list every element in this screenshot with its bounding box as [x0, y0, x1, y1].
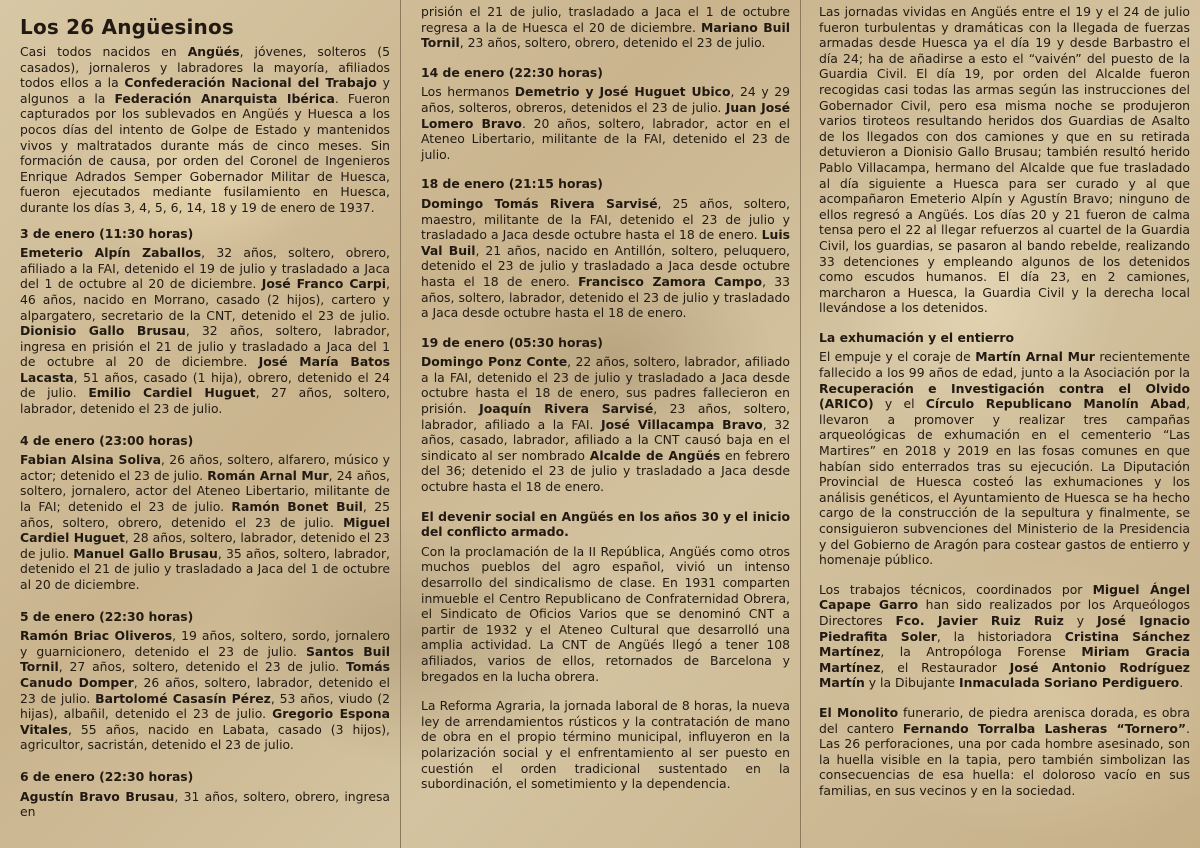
section-heading: 4 de enero (23:00 horas): [20, 432, 194, 448]
bold-name: Manuel Gallo Brusau: [73, 545, 218, 561]
section-body: Los hermanos Demetrio y José Huguet Ubico, 24 y 29 años, solteros, obreros, detenidos el 23 de julio. Juan José Lomero Bravo. 20 años, soltero, labrador, actor en el Ateneo Libertario, militante de la FAI, detenido el 23 de julio.: [421, 84, 790, 162]
bold-name: Bartolomé Casasín Pérez: [95, 690, 271, 706]
execution-list: [421, 65, 790, 684]
bold-name: Fco. Javier Ruiz Ruiz: [895, 612, 1064, 628]
bold-name: José Antonio Rodríguez Martín: [819, 659, 1191, 691]
bold-name: El Monolito: [819, 704, 899, 720]
section-body: Agustín Bravo Brusau, 31 años, soltero, obrero, ingresa en: [20, 788, 390, 820]
bold-name: Román Arnal Mur: [207, 467, 329, 483]
bold-name: Recuperación e Investigación contra el Olvido (ARICO): [819, 380, 1190, 412]
section-body: Ramón Briac Oliveros, 19 años, soltero, sordo, jornalero y guarnicionero, detenido el 23 de julio. Santos Buil Tornil, 27 años, soltero, detenido el 23 de julio. Tomás Canudo Domper, 26 años, soltero, labrador, detenido el 23 de julio. Bartolomé Casasín Pérez, 53 años, viudo (2 hijas), albañil, detenido el 23 de julio. Gregorio Espona Vitales, 55 años, nacido en Labata, casado (3 hijos), agricultor, sacristán, detenido el 23 de julio.: [20, 628, 391, 753]
bold-name: Miguel Cardiel Huguet: [20, 514, 390, 546]
section-heading: 18 de enero (21:15 horas): [421, 176, 603, 192]
bold-name: Santos Buil Tornil: [20, 643, 390, 675]
section-heading: 14 de enero (22:30 horas): [421, 64, 603, 80]
bold-name: Alcalde de Angüés: [589, 447, 721, 463]
bold-name: Inmaculada Soriano Perdiguero: [959, 675, 1180, 691]
section-body: Domingo Ponz Conte, 22 años, soltero, labrador, afiliado a la FAI, detenido el 23 de julio y trasladado a Jaca desde octubre hasta el 18 de enero, sus padres fallecieron en prisión. Joaquín Rivera Sarvisé, 23 años, soltero, labrador, afiliado a la FAI. José Villacampa Bravo, 32 años, casado, labrador, afiliado a la CNT causó baja en el sindicato al ser nombrado Alcalde de Angüés en febrero del 36; detenido el 23 de julio y trasladado a Jaca desde octubre hasta el 18 de enero.: [421, 354, 791, 495]
bold-name: Angüés: [187, 44, 240, 59]
intro-paragraph: Casi todos nacidos en Angüés, jóvenes, solteros (5 casados), jornaleros y labradores la mayoría, afiliados todos ellos a la Confederación Nacional del Trabajo y algunos a la Federación Anarquista Ibérica. Fueron capturados por los sublevados en Angüés y Huesca a los pocos días del intento de Golpe de Estado y mantenidos vivos y maltratados durante más de cinco meses. Sin formación de causa, por orden del Coronel de Ingenieros Enrique Adrados Semper Gobernador Militar de Huesca, fueron ejecutados mediante fusilamiento en Huesca, durante los días 3, 4, 5, 6, 14, 18 y 19 de enero de 1937.: [20, 44, 390, 215]
bold-name: Círculo Republicano Manolín Abad: [925, 396, 1187, 412]
section-body: Con la proclamación de la II República, Angüés como otros muchos pueblos del agro español, vivió un intenso desarrollo del sindicalismo de clase. En 1931 comparten inmueble el Centro Republicano de Confraternidad Obrera, el Sindicato de Oficios Varios que se denominó CNT a partir de 1932 y el Ateneo Cultural que desarrolló una amplia actividad. La CNT de Angüés llegó a tener 108 afiliados, varios de ellos, retornados de Barcelona y bregados en la lucha obrera.: [421, 543, 790, 684]
section-heading: El devenir social en Angüés en los años 30 y el inicio del conflicto armado.: [421, 508, 790, 540]
section-heading: La exhumación y el entierro: [819, 329, 1015, 345]
bold-name: Gregorio Espona Vitales: [20, 706, 390, 737]
continued-paragraph: prisión el 21 de julio, trasladado a Jaca el 1 de octubre regresa a la de Huesca el 20 de diciembre. Mariano Buil Tornil, 23 años, soltero, obrero, detenido el 23 de julio.: [421, 4, 790, 51]
technical-team-paragraph: Los trabajos técnicos, coordinados por Miguel Ángel Capape Garro han sido realizados por los Arqueólogos Directores Fco. Javier Ruiz Ruiz y José Ignacio Piedrafita Soler, la historiadora Cristina Sánchez Martínez, la Antropóloga Forense Miriam Gracia Martínez, el Restaurador José Antonio Rodríguez Martín y la Dibujante Inmaculada Soriano Perdiguero.: [819, 581, 1191, 691]
bold-name: José Villacampa Bravo: [601, 416, 763, 432]
bold-name: Tomás Canudo Domper: [20, 659, 390, 690]
section-body: Emeterio Alpín Zaballos, 32 años, soltero, obrero, afiliado a la FAI, detenido el 19 de julio y trasladado a Jaca del 1 de octubre al 20 de diciembre. José Franco Carpi, 46 años, nacido en Morrano, casado (2 hijos), cartero y alpargatero, secretario de la CNT, detenido el 23 de julio. Dionisio Gallo Brusau, 32 años, soltero, labrador, ingresa en prisión el 21 de julio y trasladado a Jaca del 1 de octubre al 20 de diciembre. José María Batos Lacasta, 51 años, casado (1 hija), obrero, detenido el 24 de julio. Emilio Cardiel Huguet, 27 años, soltero, labrador, detenido el 23 de julio.: [20, 245, 390, 417]
bold-name: Luis Val Buil: [421, 227, 790, 258]
bold-name: Emilio Cardiel Huguet: [88, 385, 256, 401]
bold-name: Fernando Torralba Lasheras “Tornero”: [902, 720, 1187, 736]
bold-name: Demetrio y José Huguet Ubico: [514, 84, 731, 100]
july-events-paragraph: Las jornadas vividas en Angüés entre el 19 y el 24 de julio fueron turbulentas y dramáticas con la llegada de fuerzas armadas desde Huesca ya el día 19 y desde Barbastro el día 24; ha de añadirse a esto el “vaivén” del puesto de la Guardia Civil. El día 19, por orden del Alcalde fueron recogidas casi todas las armas según las instrucciones del Gobernador Civil, pero esa misma noche se produjeron varios tiroteos resultando heridos dos Guardias de Asalto de los llegados con dos camiones y que en su retirada detuvieron a Dionisio Gallo Brusau; también resultó herido Pablo Villacampa, hermano del Alcalde que fue trasladado al día siguiente a Huesca para ser curado y al que acompañaron Emeterio Alpín y Agustín Bravo; ninguno de ellos regresó a Angüés. Los días 20 y 21 fueron de calma tensa pero el 22 al llegar refuerzos al cuartel de la Guardia Civil, los guardias, se pasaron al bando rebelde, realizando 33 detenciones y empleando algunos de los detenidos como escudos humanos. El día 23, en 2 camiones, marcharon a Huesca, la Guardia Civil y la derecha local llevándose a los detenidos.: [819, 4, 1190, 316]
bold-name: Domingo Ponz Conte: [421, 354, 568, 370]
bold-name: José Franco Carpi: [261, 276, 387, 292]
bold-name: Mariano Buil Tornil: [421, 19, 790, 51]
bold-name: Miguel Ángel Capape Garro: [819, 581, 1190, 613]
bold-name: Ramón Briac Oliveros: [20, 628, 173, 644]
bold-name: Francisco Zamora Campo: [578, 273, 763, 289]
bold-name: Agustín Bravo Brusau: [20, 788, 175, 804]
bold-name: Dionisio Gallo Brusau: [20, 323, 186, 339]
section-heading: 19 de enero (05:30 horas): [421, 334, 603, 350]
agrarian-reform-paragraph: La Reforma Agraria, la jornada laboral de 8 horas, la nueva ley de arrendamientos rústicos y la contratación de mano de obra en el propio término municipal, influyeron en la polarización social y el enfrentamiento al ser puesto en cuestión el orden tradicional sustentado en la subordinación, el sometimiento y la dependencia.: [421, 698, 790, 792]
bold-name: Juan José Lomero Bravo: [421, 99, 790, 131]
execution-list: [20, 226, 390, 820]
section-heading: 6 de enero (22:30 horas): [20, 768, 194, 784]
bold-name: José María Batos Lacasta: [20, 354, 390, 385]
page-title: Los 26 Angüesinos: [20, 15, 235, 39]
section-body: Fabian Alsina Soliva, 26 años, soltero, alfarero, músico y actor; detenido el 23 de julio. Román Arnal Mur, 24 años, soltero, jornalero, actor del Ateneo Libertario, militante de la FAI; detenido el 23 de julio. Ramón Bonet Buil, 25 años, soltero, obrero, detenido el 23 de julio. Miguel Cardiel Huguet, 28 años, soltero, labrador, detenido el 23 de julio. Manuel Gallo Brusau, 35 años, soltero, labrador, detenido el 21 de julio y trasladado a Jaca del 1 de octubre al 20 de diciembre.: [20, 452, 390, 592]
section-heading: 3 de enero (11:30 horas): [20, 225, 194, 241]
monolith-paragraph: El Monolito funerario, de piedra arenisca dorada, es obra del cantero Fernando Torralba Lasheras “Tornero”. Las 26 perforaciones, una por cada hombre asesinado, son la huella visible en la tapia, pero también simbolizan las consecuencias de esa huella: el doloroso vacío en sus familias, en sus vecinos y en la sociedad.: [819, 704, 1190, 798]
bold-name: Ramón Bonet Buil: [231, 499, 363, 515]
bold-name: Miriam Gracia Martínez: [819, 644, 1191, 675]
column-middle: [401, 0, 800, 848]
bold-name: Confederación Nacional del Trabajo: [124, 75, 377, 91]
bold-name: Martín Arnal Mur: [975, 349, 1095, 365]
bold-name: Fabian Alsina Soliva: [20, 452, 161, 468]
section-heading: 5 de enero (22:30 horas): [20, 608, 194, 624]
bold-name: Domingo Tomás Rivera Sarvisé: [421, 195, 658, 211]
bold-name: Emeterio Alpín Zaballos: [20, 245, 202, 261]
column-right: [801, 0, 1200, 848]
section-body: Domingo Tomás Rivera Sarvisé, 25 años, soltero, maestro, militante de la FAI, detenido el 23 de julio y trasladado a Jaca desde octubre hasta el 18 de enero. Luis Val Buil, 21 años, nacido en Antillón, soltero, peluquero, detenido el 23 de julio y trasladado a Jaca desde octubre hasta el 18 de enero. Francisco Zamora Campo, 33 años, soltero, labrador, detenido el 23 de julio y trasladado a Jaca desde octubre hasta el 18 de enero.: [421, 195, 791, 321]
exhumation-paragraph: El empuje y el coraje de Martín Arnal Mur recientemente fallecido a los 99 años de edad, junto a la Asociación por la Recuperación e Investigación contra el Olvido (ARICO) y el Círculo Republicano Manolín Abad, llevaron a promover y realizar tres campañas arqueológicas de exhumación en el cementerio “Las Martires” en 2018 y 2019 en las fosas comunes en que habían sido enterrados tras su ejecución. La Diputación Provincial de Huesca costeó las exhumaciones y los análisis genéticos, el Ayuntamiento de Huesca se ha hecho cargo de la construcción de la sepultura y finalmente, se consiguieron subvenciones del Ministerio de la Presidencia y del Gobierno de Aragón para costear gastos de entierro y homenaje público.: [819, 349, 1191, 568]
bold-name: José Ignacio Piedrafita Soler: [819, 612, 1190, 644]
bold-name: Cristina Sánchez Martínez: [819, 628, 1190, 660]
column-left: [0, 0, 400, 848]
bold-name: Federación Anarquista Ibérica: [114, 90, 335, 106]
bold-name: Joaquín Rivera Sarvisé: [479, 401, 654, 417]
